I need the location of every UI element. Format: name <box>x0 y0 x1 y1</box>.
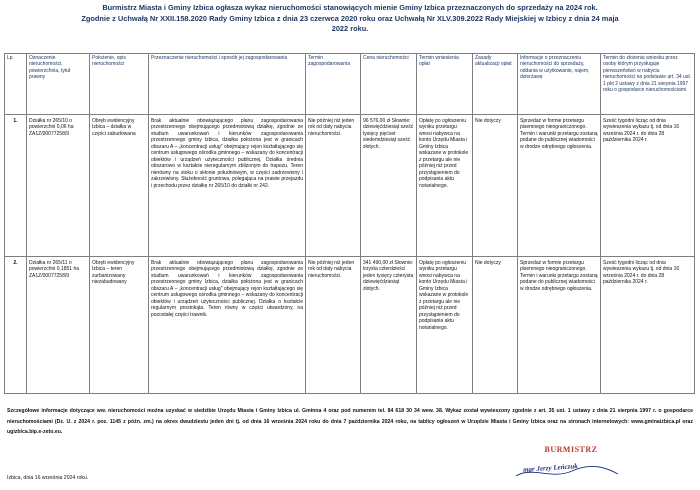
cell-zasady: Nie dotyczy <box>473 115 518 257</box>
cell-zasady: Nie dotyczy <box>473 257 518 394</box>
title-line-2: Zgodnie z Uchwałą Nr XXII.158.2020 Rady Gminy Izbica z dnia 23 czerwca 2020 roku oraz Uchwałą Nr XLV.309.2022 Rady Miejskiej w Izbicy z dnia 24 maja <box>81 13 619 23</box>
cell-przeznaczenie: Brak aktualnie obowiązującego planu zagospodarowania przestrzennego obejmującego przedmiotową działkę, zgodnie ze studium uwarunkowań i kierunków zagospodarowania przestrzennego gminy Izbica, działka położona jest w granicach obszaru A – „koncentracji usług" obejmujący rejon kształtującego się centrum usługowego ośrodka gminnego – wskazany do koncentracji obiektów i urządzeń użyteczności publicznej. Działka o kształcie regularnym prostokąta. Teren równy w części utwardzony, na pozostałej części trawnik. <box>149 257 306 394</box>
cell-informacje: Sprzedaż w formie przetargu pisemnego nieograniczonego. Termin i warunki przetargu zostaną podane do publicznej wiadomości w drodze odrębnego ogłoszenia. <box>518 115 601 257</box>
footer-notice <box>7 406 693 438</box>
header-termin-zagospodarowania: Termin zagospodarowania <box>306 54 361 115</box>
table-row <box>5 257 695 394</box>
cell-lp: 1. <box>5 115 27 257</box>
property-table <box>4 53 695 394</box>
cell-termin-zagospodarowania: Nie później niż jeden rok od daty nabycia nieruchomości. <box>306 115 361 257</box>
cell-cena: 341 490,00 zł Słownie: trzysta czterdzieści jeden tysięcy czterysta dziewięćdziesiąt złotych. <box>361 257 417 394</box>
cell-termin-oplat: Opłatę po ogłoszeniu wyniku przetargu wnosi nabywca na konto Urzędu Miasta i Gminy Izbica wskazane w protokole z przetargu ale nie później niż przed przystąpieniem do podpisania aktu notarialnego. <box>417 257 473 394</box>
cell-lp: 2. <box>5 257 27 394</box>
header-polozenie: Położenie, opis nieruchomości <box>90 54 149 115</box>
table-row <box>5 115 695 257</box>
date-line: Izbica, dnia 16 września 2024 roku. <box>7 475 89 481</box>
header-przeznaczenie: Przeznaczenie nieruchomości i sposób jej zagospodarowania <box>149 54 306 115</box>
stamp-title: BURMISTRZ <box>544 445 598 454</box>
header-lp: Lp. <box>5 54 27 115</box>
cell-polozenie: Obręb ewidencyjny Izbica – teren zurbanizowany niezabudowany <box>90 257 149 394</box>
header-termin-oplat: Termin wniesienia opłat <box>417 54 473 115</box>
header-zasady: Zasady aktualizacji opłat <box>473 54 518 115</box>
title-line-3: 2022 roku. <box>331 24 369 34</box>
footer-text: Szczegółowe informacje dotyczące ww. nieruchomości można uzyskać w siedzibie Urzędu Miasta i Gminy Izbica ul. Gminna 4 oraz pod numerem tel. 84 618 30 34 wew. 38. Wykaz został wywieszony zgodnie z art. 35 ust. 1 ustawy z dnia 21 sierpnia 1997 r. o gospodarce nieruchomościami (Dz. U. z 2024 r. poz. 1145 z późn. zm.) na okres dwudziestu jeden dni tj. od dnia 16 września 2024 roku do dnia 7 października 2024 roku, na tablicy ogłoszeń w Urzędzie Miasta i Gminy Izbica oraz na stronach internetowych: www.gminaizbica.pl oraz ugizbica.bip.e-zeto.eu. <box>7 408 693 435</box>
header-cena: Cena nieruchomości <box>361 54 417 115</box>
header-termin-wniosku: Termin do złożenia wniosku przez osoby którym przysługuje pierwszeństwo w nabyciu nieruchomości na podstawie art. 34 ust. 1 pkt 2 ustawy z dnia 21 sierpnia 1997 roku o gospodarce nieruchomościami <box>601 54 695 115</box>
cell-przeznaczenie: Brak aktualnie obowiązującego planu zagospodarowania przestrzennego obejmującego przedmiotową działkę, zgodnie ze studium uwarunkowań i kierunków zagospodarowania przestrzennego gminy Izbica, działka położona jest w granicach obszaru A – „koncentracji usług" obejmujący rejon kształtującego się centrum usługowego ośrodka gminnego – wskazany do koncentracji obiektów i urządzeń użyteczności publicznej. Działka średnia obszarowo w kształcie nieregularnym zbliżonym do trapezu. Teren nierówny na stoku o skłonie południowym, w części zadrzewiony i zakrzewiony. Służebność gruntowa, polegająca na prawie przejazdu i przechodu przez działkę nr 265/10 do działki nr 242. <box>149 115 306 257</box>
cell-termin-wniosku: Sześć tygodni licząc od dnia wywieszenia wykazu tj. od dnia 16 września 2024 r. do dnia 28 października 2024 r. <box>601 257 695 394</box>
cell-informacje: Sprzedaż w formie przetargu pisemnego nieograniczonego. Termin i warunki przetargu zostaną podane do publicznej wiadomości w drodze odrębnego ogłoszenia. <box>518 257 601 394</box>
cell-termin-zagospodarowania: Nie później niż jeden rok od daty nabycia nieruchomości. <box>306 257 361 394</box>
cell-oznaczenie: Działka nr 265/11 o powierzchni 0,1851 ha ZA1Z/00077258/9 <box>27 257 90 394</box>
cell-termin-oplat: Opłatę po ogłoszeniu wyniku przetargu wnosi nabywca na konto Urzędu Miasta i Gminy Izbica wskazane w protokole z przetargu ale nie później niż przed przystąpieniem do podpisania aktu notarialnego. <box>417 115 473 257</box>
signature: mgr Jerzy Leńczuk <box>522 462 579 474</box>
cell-cena: 96 576,00 zł Słownie: dziewięćdziesiąt sześć tysięcy pięćset siedemdziesiąt sześć złotych. <box>361 115 417 257</box>
cell-polozenie: Obręb ewidencyjny Izbica – działka w części zabudowana <box>90 115 149 257</box>
document-title <box>0 3 700 35</box>
table-header-row <box>5 54 695 115</box>
cell-oznaczenie: Działka nr 265/10 o powierzchni 0,06 ha ZA1Z/00077258/9 <box>27 115 90 257</box>
cell-termin-wniosku: Sześć tygodni licząc od dnia wywieszenia wykazu tj. od dnia 16 września 2024 r. do dnia 28 października 2024 r. <box>601 115 695 257</box>
official-stamp <box>536 445 606 454</box>
header-informacje: Informacje o przeznaczeniu nieruchomości do sprzedaży, oddania w użytkowanie, najem, dzierżawę <box>518 54 601 115</box>
header-oznaczenie: Oznaczenie nieruchomości, powierzchnia, tytuł prawny <box>27 54 90 115</box>
title-line-1: Burmistrz Miasta i Gminy Izbica ogłasza wykaz nieruchomości stanowiących mienie Gminy Izbica przeznaczonych do sprzedaży na 2024 rok. <box>102 3 598 12</box>
